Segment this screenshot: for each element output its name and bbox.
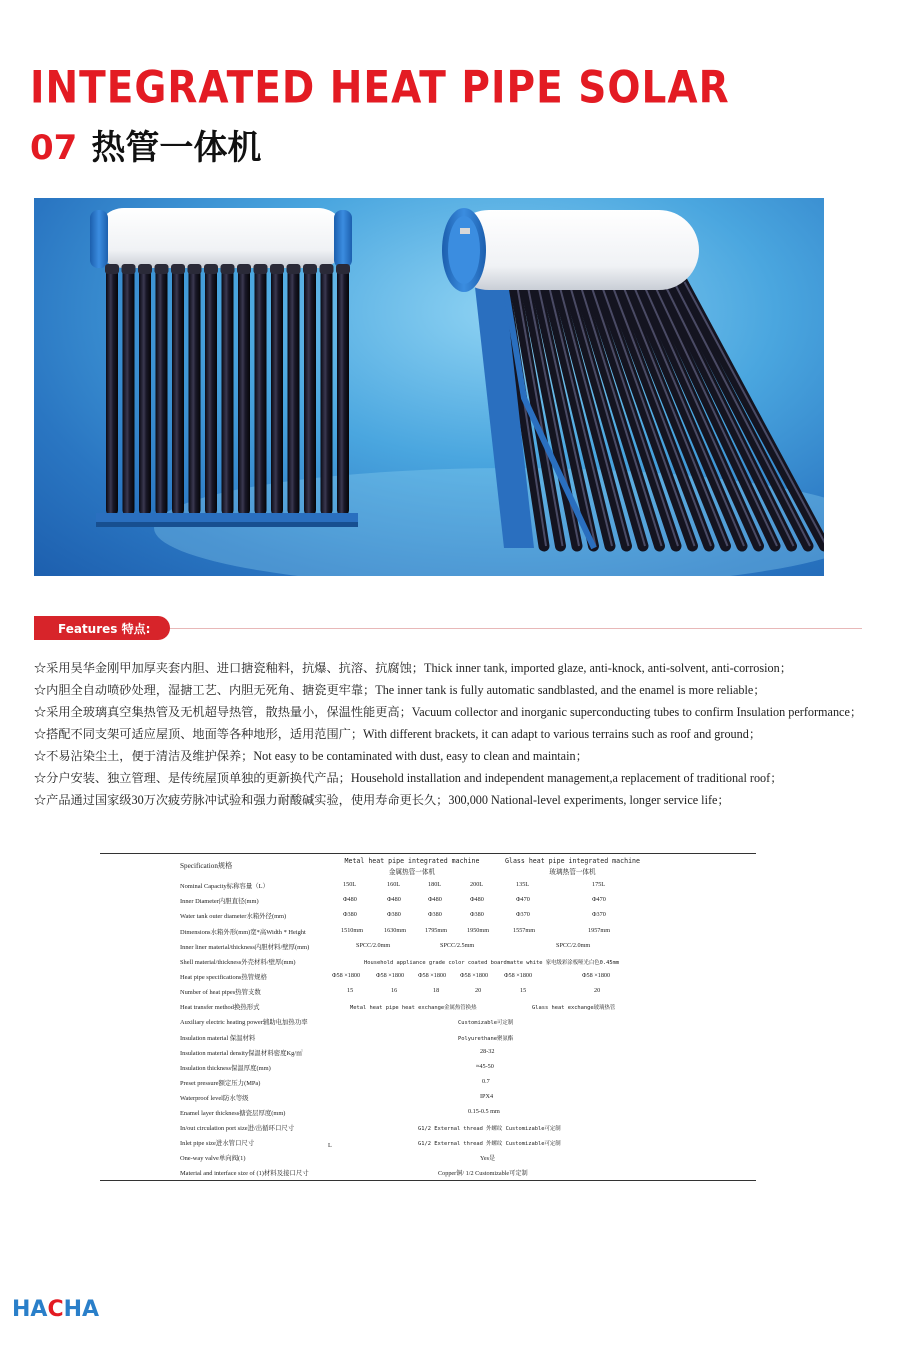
table-cell: SPCC/2.0mm bbox=[556, 942, 591, 949]
row-label: Material and interface size of (1)材料及接口尺寸 bbox=[180, 1170, 309, 1177]
table-cell: Φ380 bbox=[470, 911, 484, 918]
brand-logo bbox=[12, 1297, 99, 1322]
vacuum-tube bbox=[304, 268, 316, 516]
table-cell: 1630mm bbox=[384, 927, 407, 934]
table-cell: 28-32 bbox=[480, 1048, 495, 1055]
table-note: L bbox=[328, 1142, 332, 1149]
table-cell: 1510mm bbox=[341, 927, 364, 934]
metal-header-en: Metal heat pipe integrated machine bbox=[344, 857, 480, 865]
vacuum-tube bbox=[205, 268, 217, 516]
vacuum-tube bbox=[172, 268, 184, 516]
table-cell: Φ58 ×1800 bbox=[332, 972, 361, 979]
table-cell: SPCC/2.5mm bbox=[440, 942, 475, 949]
table-cell: Φ58 ×1800 bbox=[376, 972, 405, 979]
page-title: INTEGRATED HEAT PIPE SOLAR bbox=[30, 62, 730, 114]
row-label: Inner Diameter内胆直径(mm) bbox=[180, 898, 259, 905]
row-label: Heat transfer method换热形式 bbox=[180, 1004, 260, 1011]
table-cell: Φ480 bbox=[470, 896, 484, 903]
feature-item: ☆内胆全自动喷砂处理，湿搪工艺、内胆无死角、搪瓷更牢靠；The inner tank is fully automatic sandblasted, and the enamel is more reliable； bbox=[34, 683, 766, 697]
table-cell: Φ58 ×1800 bbox=[504, 972, 533, 979]
vacuum-tube bbox=[222, 268, 234, 516]
section-number: 07 bbox=[30, 128, 78, 168]
table-cell: Φ380 bbox=[387, 911, 401, 918]
subtitle-chinese: 热管一体机 bbox=[91, 128, 262, 168]
tube-collar bbox=[204, 264, 218, 274]
row-label: Inlet pipe size进水管口尺寸 bbox=[180, 1140, 255, 1147]
table-cell: 15 bbox=[347, 987, 354, 994]
tube-collar bbox=[221, 264, 235, 274]
tube-collar bbox=[155, 264, 169, 274]
table-cell: 15 bbox=[520, 987, 527, 994]
tube-collar bbox=[287, 264, 301, 274]
feature-item: ☆分户安装、独立管理、是传统屋顶单独的更新换代产品；Household installation and independent management,a replacement of traditional roof； bbox=[34, 771, 783, 785]
table-cell: 1950mm bbox=[467, 927, 490, 934]
feature-item: ☆采用昊华金刚甲加厚夹套内胆、进口搪瓷釉料，抗爆、抗溶、抗腐蚀；Thick inner tank, imported glaze, anti-knock, anti-solvent, anti-corrosion； bbox=[34, 661, 792, 675]
table-cell: Φ480 bbox=[387, 896, 401, 903]
feature-item: ☆不易沾染尘土，便于清洁及维护保养；Not easy to be contaminated with dust, easy to clean and maintain； bbox=[34, 749, 588, 763]
tube-collar bbox=[303, 264, 317, 274]
table-cell: 1557mm bbox=[513, 927, 536, 934]
table-cell: 175L bbox=[592, 881, 606, 888]
vacuum-tube bbox=[271, 268, 283, 516]
table-cell: 1957mm bbox=[588, 927, 611, 934]
table-cell: Metal heat pipe heat exchange金属热管换热 bbox=[350, 1005, 477, 1011]
table-cell: Φ370 bbox=[516, 911, 530, 918]
table-cell: Φ470 bbox=[516, 896, 530, 903]
table-cell: Φ58 ×1800 bbox=[460, 972, 489, 979]
table-cell: ≈45-50 bbox=[476, 1063, 494, 1070]
table-cell: Φ380 bbox=[343, 911, 357, 918]
tube-collar bbox=[138, 264, 152, 274]
vacuum-tube bbox=[321, 268, 333, 516]
table-cell: Glass heat exchange玻璃热管 bbox=[532, 1005, 616, 1011]
tube-collar bbox=[237, 264, 251, 274]
table-cell: Copper铜/ 1/2 Customizable可定制 bbox=[438, 1170, 528, 1177]
table-cell: Φ380 bbox=[428, 911, 442, 918]
solar-heater-illustration bbox=[34, 198, 824, 576]
tube-collar bbox=[254, 264, 268, 274]
vacuum-tube bbox=[106, 268, 118, 516]
table-cell: 16 bbox=[391, 987, 398, 994]
row-label: Auxiliary electric heating power辅助电加热功率 bbox=[180, 1019, 308, 1026]
tube-collar bbox=[188, 264, 202, 274]
table-cell: Φ480 bbox=[428, 896, 442, 903]
row-label: Water tank outer diameter水箱外径(mm) bbox=[180, 913, 287, 920]
row-label: Dimensions水箱外形(mm)宽*高Width * Height bbox=[180, 929, 306, 936]
row-label: Shell material/thickness外壳材料/壁厚(mm) bbox=[180, 959, 296, 966]
table-cell: Φ470 bbox=[592, 896, 606, 903]
table-cell: 18 bbox=[433, 987, 440, 994]
table-cell: G1/2 External thread 外螺纹 Customizable可定制 bbox=[418, 1141, 561, 1147]
angled-view-unit bbox=[442, 208, 824, 548]
table-cell: Φ58 ×1800 bbox=[418, 972, 447, 979]
logo-text-accent: C bbox=[47, 1297, 64, 1322]
vacuum-tube bbox=[123, 268, 135, 516]
table-cell: Yes是 bbox=[480, 1155, 496, 1162]
row-label: Preset pressure额定压力(MPa) bbox=[180, 1080, 261, 1087]
row-label: In/out circulation port size进/出循环口尺寸 bbox=[180, 1125, 295, 1132]
row-label: Waterproof level防水等级 bbox=[180, 1095, 249, 1102]
tube-collar bbox=[122, 264, 136, 274]
table-cell: Φ370 bbox=[592, 911, 606, 918]
tube-collar bbox=[336, 264, 350, 274]
row-label: One-way valve单向阀(1) bbox=[180, 1155, 246, 1162]
metal-header-cn: 金属热管一体机 bbox=[388, 868, 436, 876]
tube-collar bbox=[320, 264, 334, 274]
glass-header-cn: 玻璃热管一体机 bbox=[549, 868, 596, 876]
table-top-rule bbox=[100, 853, 756, 854]
vacuum-tube bbox=[238, 268, 250, 516]
row-label: Number of heat pipes热管支数 bbox=[180, 989, 261, 996]
vacuum-tube bbox=[139, 268, 151, 516]
table-cell: Household appliance grade color coated boardmatte white 家电级彩涂板哑光白色0.45mm bbox=[364, 960, 620, 966]
table-cell: Φ58 ×1800 bbox=[582, 972, 611, 979]
feature-item: ☆采用全玻璃真空集热管及无机超导热管，散热量小，保温性能更高；Vacuum collector and inorganic superconducting tubes to confirm Insulation performance； bbox=[34, 705, 863, 719]
table-cell: Φ480 bbox=[343, 896, 357, 903]
table-cell: Customizable可定制 bbox=[458, 1020, 514, 1026]
row-label: Heat pipe specifications热管规格 bbox=[180, 974, 267, 981]
table-cell: 135L bbox=[516, 881, 530, 888]
tube-collar bbox=[270, 264, 284, 274]
table-bottom-rule bbox=[100, 1180, 756, 1181]
specification-table bbox=[100, 853, 756, 1181]
row-label: Insulation material 保温材料 bbox=[180, 1035, 256, 1042]
tube-collar bbox=[105, 264, 119, 274]
table-cell: 180L bbox=[428, 881, 442, 888]
row-label: Enamel layer thickness搪瓷层厚度(mm) bbox=[180, 1110, 286, 1117]
feature-item: ☆搭配不同支架可适应屋顶、地面等各种地形，适用范围广；With different brackets, it can adapt to various terrains such as roof and ground； bbox=[34, 727, 762, 741]
row-label: Insulation material density保温材料密度Kg/㎡ bbox=[180, 1050, 303, 1057]
table-cell: 0.15-0.5 mm bbox=[468, 1108, 500, 1115]
table-cell: 160L bbox=[387, 881, 401, 888]
table-cell: G1/2 External thread 外螺纹 Customizable可定制 bbox=[418, 1126, 561, 1132]
table-cell: SPCC/2.0mm bbox=[356, 942, 391, 949]
features-tag: Features 特点: bbox=[34, 616, 170, 640]
page-subtitle bbox=[30, 120, 261, 169]
row-label: Inner liner material/thickness内胆材料/壁厚(mm) bbox=[180, 944, 310, 951]
table-cell: 1795mm bbox=[425, 927, 448, 934]
vacuum-tube bbox=[255, 268, 267, 516]
features-list bbox=[34, 657, 884, 811]
table-cell: 150L bbox=[343, 881, 357, 888]
table-cell: Polyurethane聚氨酯 bbox=[458, 1036, 514, 1042]
vacuum-tube bbox=[156, 268, 168, 516]
table-cell: IPX4 bbox=[480, 1093, 494, 1100]
logo-text: HA bbox=[63, 1297, 100, 1322]
feature-item: ☆产品通过国家级30万次疲劳脉冲试验和强力耐酸碱实验，使用寿命更长久；300,000 National-level experiments, longer service life； bbox=[34, 793, 730, 807]
table-cell: 0.7 bbox=[482, 1078, 490, 1085]
vacuum-tube bbox=[189, 268, 201, 516]
glass-header-en: Glass heat pipe integrated machine bbox=[505, 857, 640, 865]
tube-collar bbox=[171, 264, 185, 274]
table-cell: 20 bbox=[594, 987, 601, 994]
spec-title: Specification规格 bbox=[180, 862, 233, 870]
vacuum-tube bbox=[337, 268, 349, 516]
table-cell: 200L bbox=[470, 881, 484, 888]
product-photo bbox=[34, 198, 824, 576]
row-label: Nominal Capacity标称容量（L） bbox=[180, 883, 269, 890]
vacuum-tube bbox=[288, 268, 300, 516]
logo-text: HA bbox=[12, 1297, 48, 1322]
table-cell: 20 bbox=[475, 987, 482, 994]
row-label: Insulation thickness保温厚度(mm) bbox=[180, 1065, 271, 1072]
